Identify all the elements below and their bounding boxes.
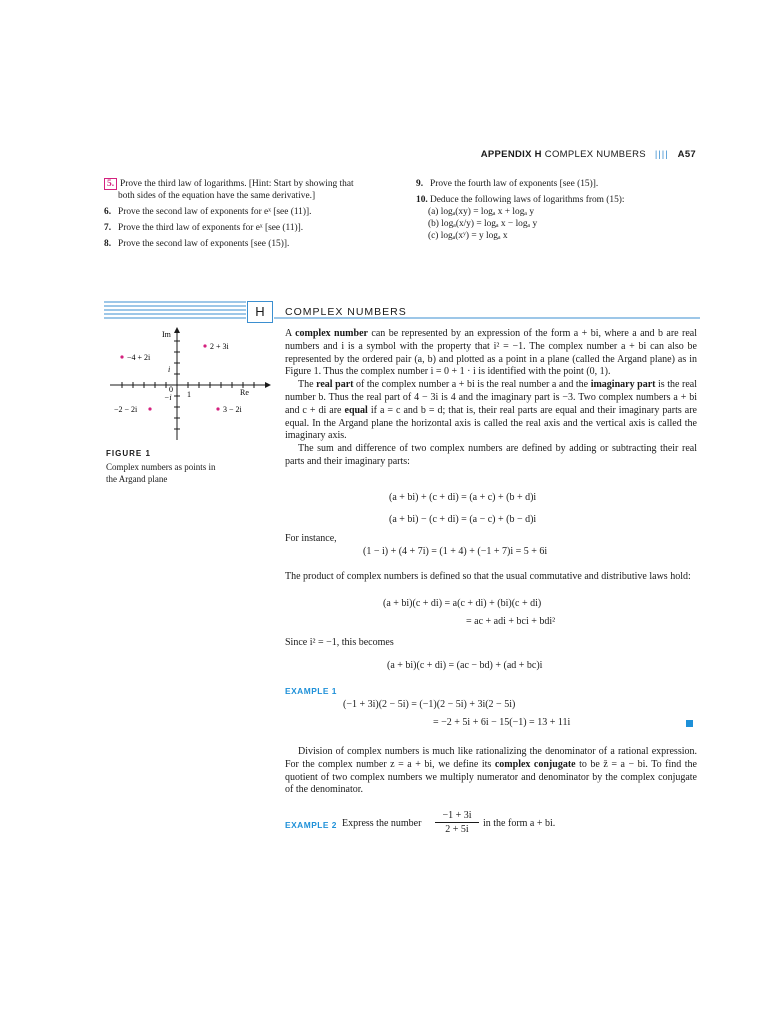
im-label: Im	[162, 330, 171, 339]
exercise-8-text: Prove the second law of exponents [see (15)].	[118, 239, 290, 249]
exercise-10c: (c) logₐ(xʸ) = y logₐ x	[428, 231, 508, 241]
body-text	[285, 328, 697, 469]
example-2-text: Express the number	[342, 818, 422, 829]
header-title: COMPLEX NUMBERS	[544, 149, 646, 160]
neg-i-tick-label: −i	[164, 393, 172, 402]
section-title: COMPLEX NUMBERS	[285, 306, 407, 318]
paragraph-product: The product of complex numbers is defined so that the usual commutative and distributive laws hold:	[285, 571, 691, 582]
paragraph-definition: A complex number can be represented by an expression of the form a + bi, where a and b are real numbers and i is a symbol with the property that i² = −1. The complex number a + bi can also be represented by the ordered pair (a, b) and plotted as a point in a plane (called the Argand plane) as in Figure 1. Thus the complex number i = 0 + 1 · i is identified with the point (0, 1).	[285, 328, 697, 378]
term-equal: equal	[344, 404, 368, 416]
appendix-label: APPENDIX H	[480, 149, 542, 160]
exercise-6-text: Prove the second law of exponents for eˣ [see (11)].	[118, 207, 312, 217]
equation-example-1b: = −2 + 5i + 6i − 15(−1) = 13 + 11i	[433, 717, 571, 728]
paragraph-sum-difference: The sum and difference of two complex numbers are defined by adding or subtracting their real parts and their imaginary parts:	[285, 443, 697, 467]
origin-label: 0	[169, 385, 173, 394]
exercise-list-right	[416, 178, 696, 242]
imaginary-axis-arrow	[174, 327, 180, 333]
paragraph-real-imaginary: The real part of the complex number a + bi is the real number a and the imaginary part is the real number b. Thus the real part of 4 − 3i is 4 and the imaginary part is −3. Two complex numbers a + bi and c + di are equal if a = c and b = d; that is, their real parts are equal and their imaginary parts are equal. In the Argand plane the horizontal axis is called the real axis and the vertical axis is called the imaginary axis.	[285, 379, 698, 442]
exercise-5	[104, 178, 394, 190]
example-2-tail: in the form a + bi.	[483, 818, 556, 829]
figure-caption-line-1: Complex numbers as points in	[106, 462, 216, 472]
equation-example-1a: (−1 + 3i)(2 − 5i) = (−1)(2 − 5i) + 3i(2 − 5i)	[343, 699, 516, 710]
point-label-3-minus-2i: 3 − 2i	[223, 405, 242, 414]
term-complex-number: complex number	[295, 328, 368, 339]
exercise-5-continuation: both sides of the equation have the same derivative.]	[118, 191, 316, 201]
re-label: Re	[240, 388, 249, 397]
running-header	[481, 149, 696, 160]
point-label-2-plus-3i: 2 + 3i	[210, 342, 229, 351]
header-bars: ||||	[654, 149, 669, 160]
point-2-plus-3i	[203, 344, 206, 347]
equation-sum: (a + bi) + (c + di) = (a + c) + (b + d)i	[389, 492, 537, 503]
exercise-6-number: 6.	[104, 207, 112, 217]
exercise-10b: (b) logₐ(x/y) = logₐ x − logₐ y	[428, 219, 538, 229]
exercise-9	[416, 178, 696, 190]
point-label-minus2-minus-2i: −2 − 2i	[114, 405, 138, 414]
paragraph-division: Division of complex numbers is much like rationalizing the denominator of a rational expression. For the complex number z = a + bi, we define its complex conjugate to be z̄ = a − bi. To find the quotient of two complex numbers we multiply numerator and denominator by the complex conjugate of the denominator.	[285, 746, 697, 796]
equation-product-3: (a + bi)(c + di) = (ac − bd) + (ad + bc)i	[387, 660, 543, 671]
equation-instance: (1 − i) + (4 + 7i) = (1 + 4) + (−1 + 7)i = 5 + 6i	[363, 546, 548, 557]
exercise-7-number: 7.	[104, 223, 112, 233]
section-letter-box: H	[247, 301, 273, 323]
exercise-7-text: Prove the third law of exponents for eˣ [see (11)].	[118, 223, 304, 233]
exercise-5-text: Prove the third law of logarithms. [Hint: Start by showing that	[120, 179, 354, 189]
exercise-10-number: 10.	[416, 195, 428, 205]
equation-product-2: = ac + adi + bci + bdi²	[466, 616, 556, 627]
point-minus4-plus-2i	[120, 355, 123, 358]
exercise-8	[104, 238, 394, 250]
exercise-5-number[interactable]: 5.	[104, 178, 117, 190]
end-of-example-marker	[686, 720, 693, 727]
example-1-label: EXAMPLE 1	[285, 686, 337, 696]
example-2-numerator: −1 + 3i	[435, 810, 479, 823]
example-2-fraction	[435, 810, 479, 836]
point-3-minus-2i	[216, 407, 219, 410]
example-2-label: EXAMPLE 2	[285, 820, 337, 830]
term-imaginary-part: imaginary part	[590, 379, 656, 391]
term-complex-conjugate: complex conjugate	[494, 758, 576, 770]
term-real-part: real part	[316, 379, 354, 391]
i-tick-label: i	[168, 365, 171, 374]
exercise-7	[104, 222, 394, 234]
exercise-9-number: 9.	[416, 179, 424, 189]
exercise-10	[416, 194, 696, 206]
equation-product-1: (a + bi)(c + di) = a(c + di) + (bi)(c + di)	[383, 598, 542, 609]
figure-caption-line-2: the Argand plane	[106, 474, 168, 484]
equation-difference: (a + bi) − (c + di) = (a − c) + (b − d)i	[389, 514, 537, 525]
page-number: A57	[677, 149, 696, 160]
exercise-10-text: Deduce the following laws of logarithms from (15):	[430, 195, 625, 205]
exercise-list-left	[104, 178, 394, 250]
real-axis-arrow	[265, 382, 271, 388]
exercise-10a: (a) logₐ(xy) = logₐ x + logₐ y	[428, 207, 535, 217]
exercise-9-text: Prove the fourth law of exponents [see (15)].	[430, 179, 599, 189]
one-tick-label: 1	[187, 390, 191, 399]
argand-plane-figure	[100, 325, 275, 445]
point-minus2-minus-2i	[148, 407, 151, 410]
point-label-minus4-plus-2i: −4 + 2i	[127, 353, 151, 362]
exercise-6	[104, 206, 394, 218]
for-instance-text: For instance,	[285, 533, 337, 544]
example-2-denominator: 2 + 5i	[445, 824, 469, 835]
figure-title: FIGURE 1	[106, 449, 151, 458]
exercise-8-number: 8.	[104, 239, 112, 249]
since-text: Since i² = −1, this becomes	[285, 637, 394, 648]
figure-caption	[106, 461, 276, 485]
